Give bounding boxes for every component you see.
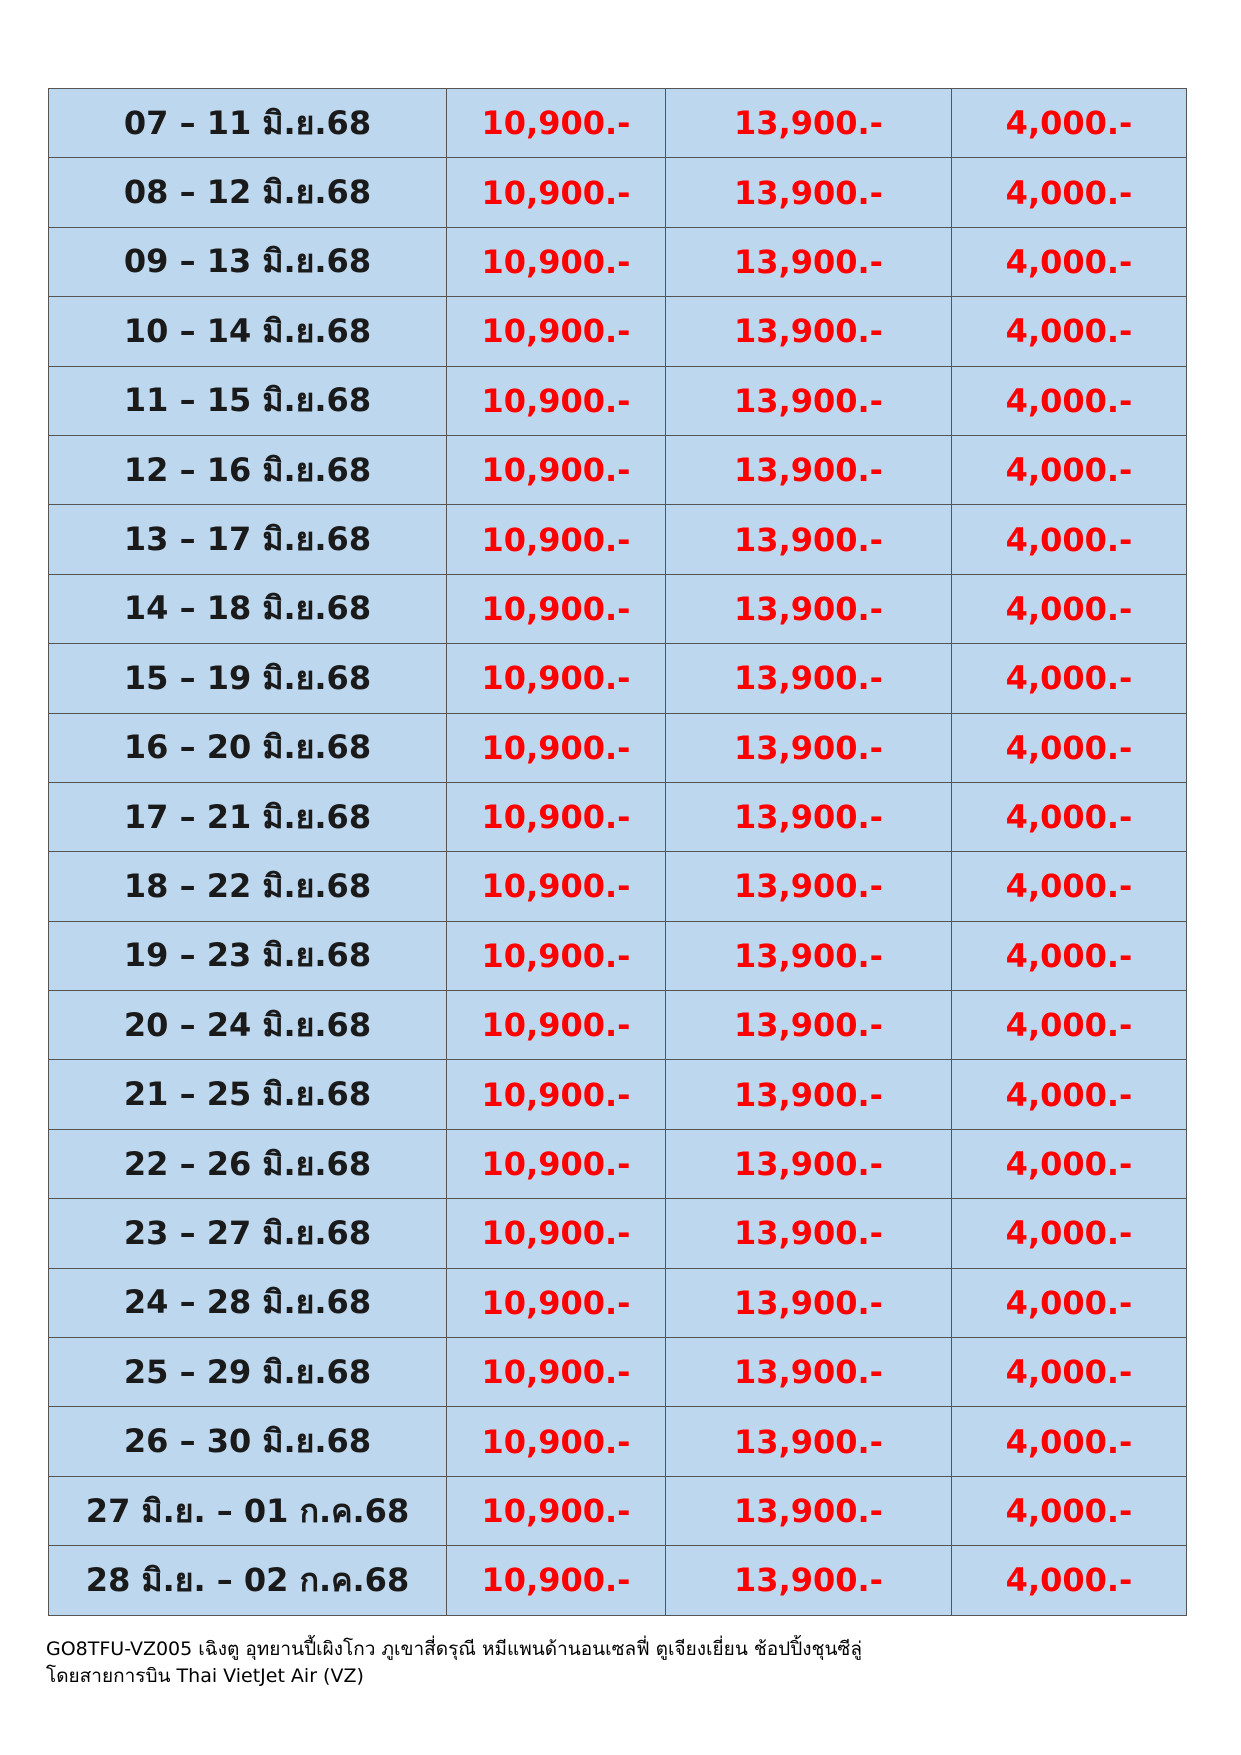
price-3: 4,000.- (952, 991, 1187, 1060)
table-row (49, 1476, 1187, 1545)
table-row (49, 297, 1187, 366)
price-2: 13,900.- (666, 227, 952, 296)
price-2: 13,900.- (666, 1268, 952, 1337)
price-2: 13,900.- (666, 852, 952, 921)
price-2: 13,900.- (666, 1476, 952, 1545)
price-1: 10,900.- (447, 1060, 666, 1129)
table-row (49, 1060, 1187, 1129)
price-2: 13,900.- (666, 366, 952, 435)
price-3: 4,000.- (952, 1338, 1187, 1407)
travel-date: 26 – 30 มิ.ย.68 (49, 1407, 447, 1476)
price-1: 10,900.- (447, 644, 666, 713)
table-row (49, 435, 1187, 504)
tour-code-description: GO8TFU-VZ005 เฉิงตู อุทยานปี้เผิงโกว ภูเขาสี่ดรุณี หมีแพนด้านอนเซลฟี่ ตูเจียงเยี่ยน ช้อปปิ้งชุนซีลู่ (46, 1638, 862, 1660)
tour-footer (46, 1636, 862, 1690)
travel-date: 14 – 18 มิ.ย.68 (49, 574, 447, 643)
travel-date: 22 – 26 มิ.ย.68 (49, 1129, 447, 1198)
price-table-body (49, 89, 1187, 1616)
travel-date: 15 – 19 มิ.ย.68 (49, 644, 447, 713)
price-1: 10,900.- (447, 505, 666, 574)
table-row (49, 1338, 1187, 1407)
price-1: 10,900.- (447, 782, 666, 851)
travel-date: 18 – 22 มิ.ย.68 (49, 852, 447, 921)
travel-date: 28 มิ.ย. – 02 ก.ค.68 (49, 1546, 447, 1615)
price-3: 4,000.- (952, 505, 1187, 574)
price-1: 10,900.- (447, 1268, 666, 1337)
table-row (49, 991, 1187, 1060)
price-1: 10,900.- (447, 1546, 666, 1615)
travel-date: 21 – 25 มิ.ย.68 (49, 1060, 447, 1129)
price-1: 10,900.- (447, 713, 666, 782)
price-1: 10,900.- (447, 852, 666, 921)
price-1: 10,900.- (447, 366, 666, 435)
travel-date: 23 – 27 มิ.ย.68 (49, 1199, 447, 1268)
table-row (49, 1407, 1187, 1476)
price-3: 4,000.- (952, 366, 1187, 435)
price-1: 10,900.- (447, 89, 666, 158)
price-1: 10,900.- (447, 991, 666, 1060)
travel-date: 11 – 15 มิ.ย.68 (49, 366, 447, 435)
travel-date: 13 – 17 มิ.ย.68 (49, 505, 447, 574)
price-1: 10,900.- (447, 1476, 666, 1545)
price-2: 13,900.- (666, 435, 952, 504)
price-2: 13,900.- (666, 1199, 952, 1268)
price-3: 4,000.- (952, 852, 1187, 921)
price-3: 4,000.- (952, 227, 1187, 296)
price-3: 4,000.- (952, 1199, 1187, 1268)
table-row (49, 574, 1187, 643)
price-1: 10,900.- (447, 158, 666, 227)
airline-note: โดยสายการบิน Thai VietJet Air (VZ) (46, 1665, 364, 1687)
price-3: 4,000.- (952, 89, 1187, 158)
price-2: 13,900.- (666, 1129, 952, 1198)
table-row (49, 505, 1187, 574)
price-2: 13,900.- (666, 782, 952, 851)
price-2: 13,900.- (666, 574, 952, 643)
travel-date: 17 – 21 มิ.ย.68 (49, 782, 447, 851)
price-1: 10,900.- (447, 1407, 666, 1476)
price-table (48, 88, 1187, 1616)
table-row (49, 644, 1187, 713)
table-row (49, 1129, 1187, 1198)
price-2: 13,900.- (666, 1060, 952, 1129)
price-3: 4,000.- (952, 1060, 1187, 1129)
travel-date: 08 – 12 มิ.ย.68 (49, 158, 447, 227)
price-3: 4,000.- (952, 1268, 1187, 1337)
price-2: 13,900.- (666, 1338, 952, 1407)
price-2: 13,900.- (666, 297, 952, 366)
table-row (49, 782, 1187, 851)
price-3: 4,000.- (952, 1546, 1187, 1615)
travel-date: 27 มิ.ย. – 01 ก.ค.68 (49, 1476, 447, 1545)
price-2: 13,900.- (666, 1407, 952, 1476)
price-2: 13,900.- (666, 644, 952, 713)
table-row (49, 1268, 1187, 1337)
price-2: 13,900.- (666, 1546, 952, 1615)
price-2: 13,900.- (666, 921, 952, 990)
table-row (49, 227, 1187, 296)
travel-date: 07 – 11 มิ.ย.68 (49, 89, 447, 158)
table-row (49, 921, 1187, 990)
price-1: 10,900.- (447, 297, 666, 366)
price-3: 4,000.- (952, 1407, 1187, 1476)
price-2: 13,900.- (666, 505, 952, 574)
price-3: 4,000.- (952, 921, 1187, 990)
price-2: 13,900.- (666, 158, 952, 227)
price-3: 4,000.- (952, 297, 1187, 366)
table-row (49, 366, 1187, 435)
travel-date: 16 – 20 มิ.ย.68 (49, 713, 447, 782)
travel-date: 20 – 24 มิ.ย.68 (49, 991, 447, 1060)
travel-date: 25 – 29 มิ.ย.68 (49, 1338, 447, 1407)
travel-date: 12 – 16 มิ.ย.68 (49, 435, 447, 504)
price-2: 13,900.- (666, 991, 952, 1060)
price-3: 4,000.- (952, 158, 1187, 227)
table-row (49, 1199, 1187, 1268)
travel-date: 10 – 14 มิ.ย.68 (49, 297, 447, 366)
travel-date: 19 – 23 มิ.ย.68 (49, 921, 447, 990)
travel-date: 09 – 13 มิ.ย.68 (49, 227, 447, 296)
travel-date: 24 – 28 มิ.ย.68 (49, 1268, 447, 1337)
price-3: 4,000.- (952, 782, 1187, 851)
price-3: 4,000.- (952, 1129, 1187, 1198)
price-3: 4,000.- (952, 644, 1187, 713)
price-3: 4,000.- (952, 574, 1187, 643)
price-1: 10,900.- (447, 435, 666, 504)
price-1: 10,900.- (447, 1338, 666, 1407)
table-row (49, 89, 1187, 158)
price-2: 13,900.- (666, 713, 952, 782)
price-1: 10,900.- (447, 1199, 666, 1268)
table-row (49, 852, 1187, 921)
price-3: 4,000.- (952, 1476, 1187, 1545)
table-row (49, 158, 1187, 227)
price-1: 10,900.- (447, 1129, 666, 1198)
price-1: 10,900.- (447, 227, 666, 296)
price-3: 4,000.- (952, 435, 1187, 504)
price-1: 10,900.- (447, 574, 666, 643)
price-3: 4,000.- (952, 713, 1187, 782)
price-1: 10,900.- (447, 921, 666, 990)
price-2: 13,900.- (666, 89, 952, 158)
table-row (49, 1546, 1187, 1615)
table-row (49, 713, 1187, 782)
